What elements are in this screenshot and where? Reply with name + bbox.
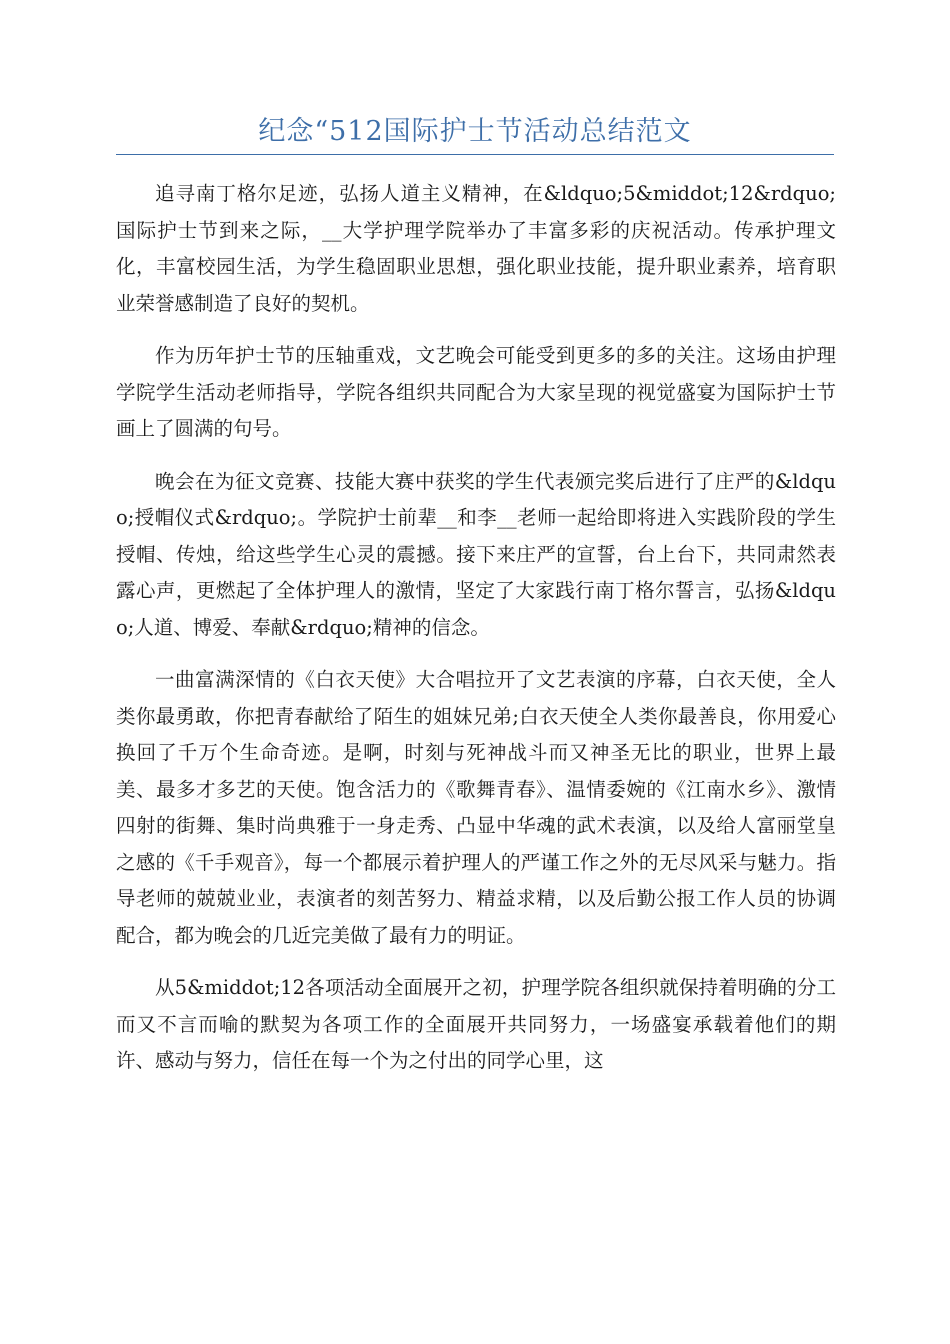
- paragraph-4: 一曲富满深情的《白衣天使》大合唱拉开了文艺表演的序幕，白衣天使，全人类你最勇敢，你把青春献给了陌生的姐妹兄弟;白衣天使全人类你最善良，你用爱心换回了千万个生命奇迹。是啊，时刻与死神战斗而又神圣无比的职业，世界上最美、最多才多艺的天使。饱含活力的《歌舞青春》、温情委婉的《江南水乡》、激情四射的街舞、集时尚典雅于一身走秀、凸显中华魂的武术表演，以及给人富丽堂皇之感的《千手观音》，每一个都展示着护理人的严谨工作之外的无尽风采与魅力。指导老师的兢兢业业，表演者的刻苦努力、精益求精，以及后勤公报工作人员的协调配合，都为晚会的几近完美做了最有力的明证。: [116, 668, 836, 947]
- document-body: [116, 176, 836, 1096]
- paragraph-5: 从5&middot;12各项活动全面展开之初，护理学院各组织就保持着明确的分工而又不言而喻的默契为各项工作的全面展开共同努力，一场盛宴承载着他们的期许、感动与努力，信任在每一个为之付出的同学心里，这: [116, 976, 836, 1072]
- document-title: 纪念“512国际护士节活动总结范文: [258, 116, 692, 147]
- paragraph-3: 晚会在为征文竞赛、技能大赛中获奖的学生代表颁完奖后进行了庄严的&ldquo;授帽仪式&rdquo;。学院护士前辈__和李__老师一起给即将进入实践阶段的学生授帽、传烛，给这些学生心灵的震撼。接下来庄严的宣誓，台上台下，共同肃然表露心声，更燃起了全体护理人的激情，坚定了大家践行南丁格尔誓言，弘扬&ldquo;人道、博爱、奉献&rdquo;精神的信念。: [116, 469, 836, 639]
- paragraph-2: 作为历年护士节的压轴重戏，文艺晚会可能受到更多的多的关注。这场由护理学院学生活动老师指导，学院各组织共同配合为大家呈现的视觉盛宴为国际护士节画上了圆满的句号。: [116, 344, 836, 440]
- title-underline: [116, 154, 834, 155]
- paragraph-1: 追寻南丁格尔足迹，弘扬人道主义精神，在&ldquo;5&middot;12&rdquo;国际护士节到来之际，__大学护理学院举办了丰富多彩的庆祝活动。传承护理文化，丰富校园生活，为学生稳固职业思想，强化职业技能，提升职业素养，培育职业荣誉感制造了良好的契机。: [116, 182, 836, 315]
